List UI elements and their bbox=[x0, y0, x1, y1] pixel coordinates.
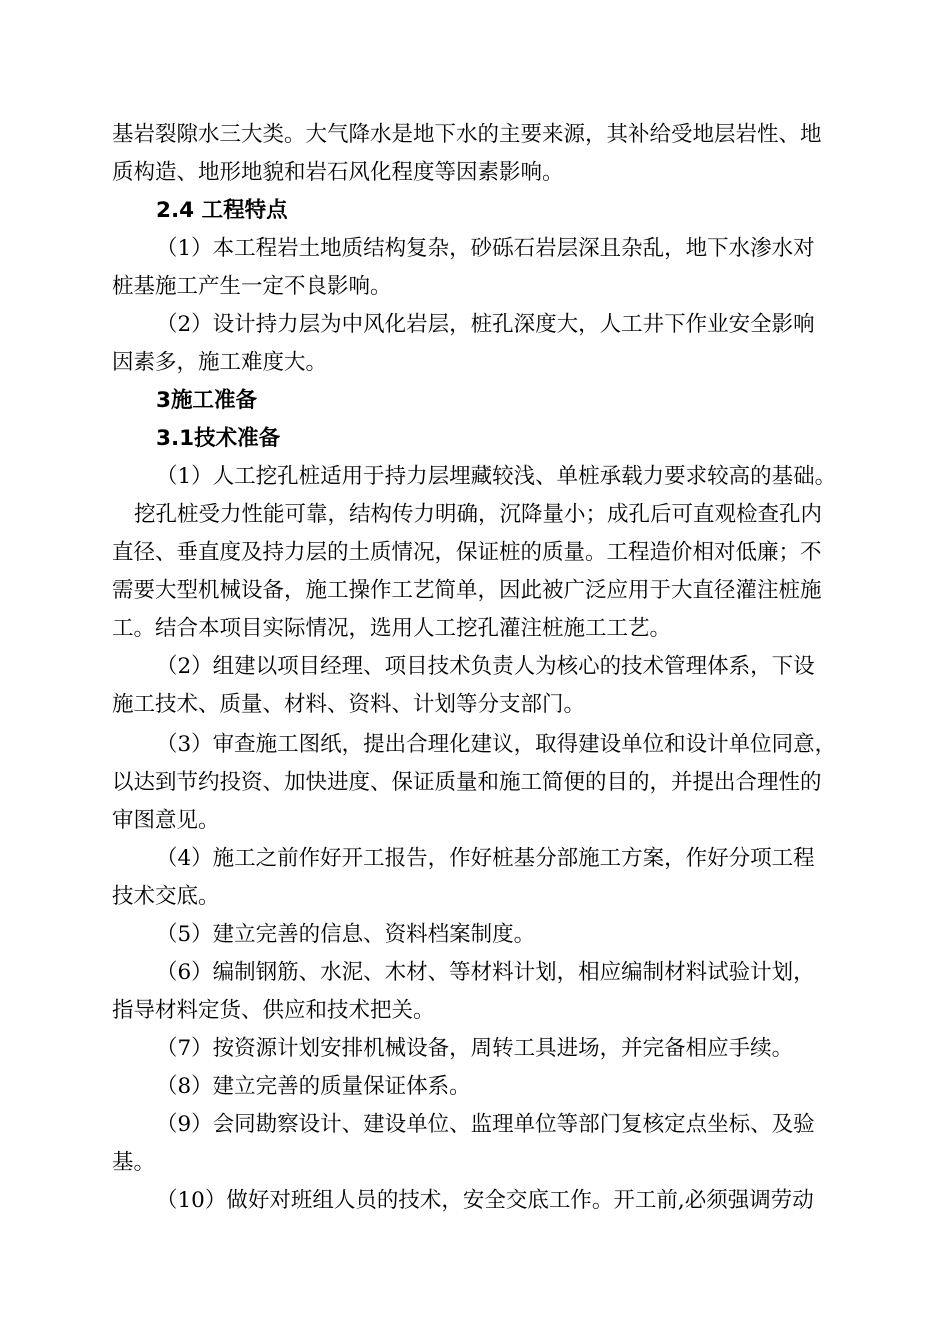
paragraph-line: 施工技术、质量、材料、资料、计划等分支部门。 bbox=[112, 692, 586, 717]
section-heading-2-4: 2.4 工程特点 bbox=[156, 198, 288, 223]
paragraph-line: （6）编制钢筋、水泥、木材、等材料计划，相应编制材料试验计划， bbox=[156, 960, 815, 985]
paragraph-line: 需要大型机械设备，施工操作工艺简单，因此被广泛应用于大直径灌注桩施 bbox=[112, 578, 822, 603]
paragraph-line: 技术交底。 bbox=[112, 884, 220, 909]
paragraph-line: 工。结合本项目实际情况，选用人工挖孔灌注桩施工工艺。 bbox=[112, 616, 672, 641]
paragraph-line: （8）建立完善的质量保证体系。 bbox=[156, 1074, 471, 1099]
paragraph-line: （9）会同勘察设计、建设单位、监理单位等部门复核定点坐标、及验 bbox=[156, 1112, 815, 1137]
paragraph-line: （3）审查施工图纸，提出合理化建议，取得建设单位和设计单位同意， bbox=[156, 732, 837, 757]
section-heading-3-1: 3.1技术准备 bbox=[156, 426, 281, 451]
paragraph-line: 挖孔桩受力性能可靠，结构传力明确，沉降量小；成孔后可直观检查孔内 bbox=[134, 502, 823, 527]
paragraph-line: （2）设计持力层为中风化岩层，桩孔深度大，人工井下作业安全影响 bbox=[156, 312, 815, 337]
section-heading-3: 3施工准备 bbox=[156, 388, 257, 413]
paragraph-line: 桩基施工产生一定不良影响。 bbox=[112, 274, 392, 299]
paragraph-line: 指导材料定货、供应和技术把关。 bbox=[112, 998, 435, 1023]
paragraph-line: 直径、垂直度及持力层的土质情况，保证桩的质量。工程造价相对低廉；不 bbox=[112, 540, 822, 565]
paragraph-line: 审图意见。 bbox=[112, 808, 220, 833]
paragraph-line: 质构造、地形地貌和岩石风化程度等因素影响。 bbox=[112, 160, 564, 185]
paragraph-line: （7）按资源计划安排机械设备，周转工具进场，并完备相应手续。 bbox=[156, 1036, 794, 1061]
paragraph-line: （1）人工挖孔桩适用于持力层埋藏较浅、单桩承载力要求较高的基础。 bbox=[156, 464, 837, 489]
paragraph-line: 基。 bbox=[112, 1150, 156, 1175]
paragraph-line: （2）组建以项目经理、项目技术负责人为核心的技术管理体系，下设 bbox=[156, 654, 815, 679]
paragraph-line: （10）做好对班组人员的技术，安全交底工作。开工前,必须强调劳动 bbox=[156, 1188, 814, 1213]
paragraph-line: 以达到节约投资、加快进度、保证质量和施工简便的目的，并提出合理性的 bbox=[112, 770, 822, 795]
paragraph-line: 基岩裂隙水三大类。大气降水是地下水的主要来源，其补给受地层岩性、地 bbox=[112, 122, 822, 147]
paragraph-line: 因素多，施工难度大。 bbox=[112, 350, 328, 375]
paragraph-line: （5）建立完善的信息、资料档案制度。 bbox=[156, 922, 536, 947]
paragraph-line: （1）本工程岩土地质结构复杂，砂砾石岩层深且杂乱，地下水渗水对 bbox=[156, 236, 815, 261]
paragraph-line: （4）施工之前作好开工报告，作好桩基分部施工方案，作好分项工程 bbox=[156, 846, 815, 871]
